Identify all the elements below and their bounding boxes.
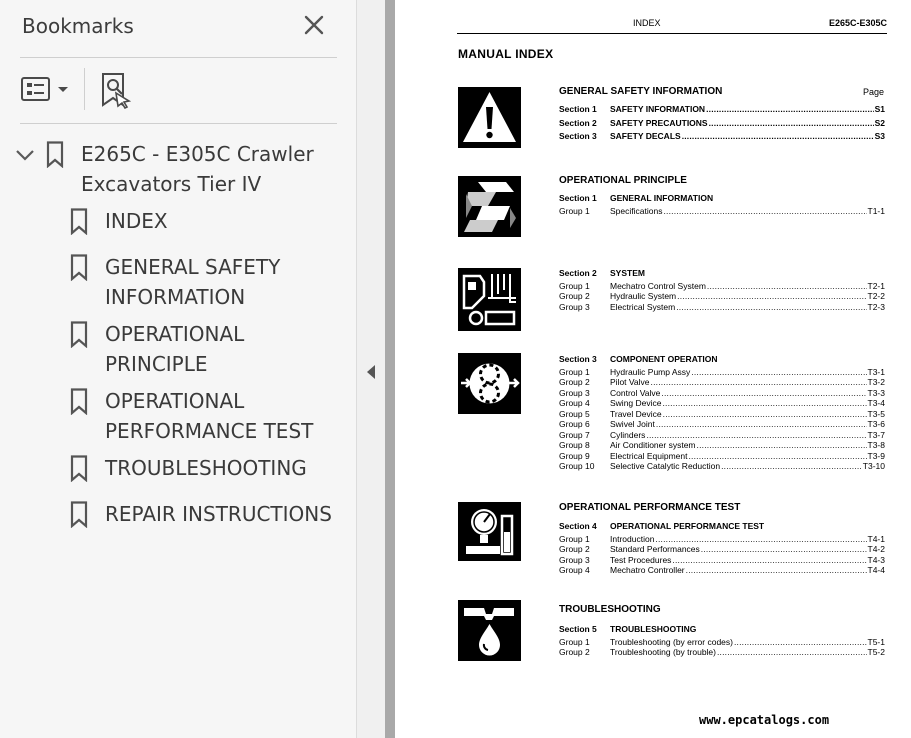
toc-title: Standard Performances bbox=[610, 544, 700, 554]
toc-row[interactable] bbox=[559, 647, 885, 658]
toc-label: Group 1 bbox=[559, 205, 590, 216]
chevron-down-icon bbox=[14, 144, 36, 166]
bookmark-label: E265C - E305C Crawler bbox=[81, 142, 314, 166]
toc-title: SYSTEM bbox=[610, 268, 645, 278]
section-title: OPERATIONAL PERFORMANCE TEST bbox=[559, 502, 741, 513]
toc-title: SAFETY INFORMATION bbox=[610, 104, 706, 114]
toc-label: Group 4 bbox=[559, 565, 590, 575]
toc-title: Troubleshooting (by trouble) bbox=[610, 647, 716, 657]
toc-list bbox=[559, 521, 885, 576]
bookmark-label: INFORMATION bbox=[105, 285, 246, 309]
toc-label: Group 4 bbox=[559, 398, 590, 408]
toc-page: T3-2 bbox=[867, 377, 885, 387]
gear-pump-icon bbox=[458, 353, 521, 414]
toc-title: Specifications bbox=[610, 205, 663, 216]
toc-leader bbox=[721, 461, 862, 472]
collapse-panel-button[interactable] bbox=[364, 362, 378, 382]
toc-title: Mechatro Controller bbox=[610, 565, 685, 575]
bookmark-label: OPERATIONAL bbox=[105, 322, 245, 346]
drop-leak-icon bbox=[458, 600, 521, 661]
toc-page: T2-3 bbox=[867, 301, 885, 312]
bookmark-label: PERFORMANCE TEST bbox=[105, 419, 314, 443]
toc-leader bbox=[701, 544, 867, 555]
toc-label: Section 4 bbox=[559, 521, 597, 531]
toc-title: Hydraulic System bbox=[610, 291, 677, 301]
toc-label: Group 3 bbox=[559, 387, 590, 398]
toc-row[interactable] bbox=[559, 206, 885, 217]
close-panel-button[interactable] bbox=[302, 13, 326, 37]
toc-row[interactable] bbox=[559, 419, 885, 430]
toc-leader bbox=[655, 534, 866, 545]
toc-row[interactable] bbox=[559, 440, 885, 451]
toc-label: Group 2 bbox=[559, 544, 590, 554]
section-title: TROUBLESHOOTING bbox=[559, 604, 661, 615]
toc-row[interactable] bbox=[559, 461, 885, 472]
toc-row[interactable] bbox=[559, 354, 885, 365]
toolbar-separator bbox=[84, 68, 85, 110]
toc-label: Section 5 bbox=[559, 624, 597, 634]
toc-label: Section 3 bbox=[559, 131, 597, 141]
system-circuit-icon bbox=[458, 268, 521, 331]
toc-leader bbox=[717, 647, 867, 658]
bookmark-options-button[interactable] bbox=[20, 74, 72, 106]
toc-page: T2-2 bbox=[867, 291, 885, 301]
toc-row[interactable] bbox=[559, 624, 885, 635]
bookmark-label: GENERAL SAFETY bbox=[105, 255, 281, 279]
toc-title: TROUBLESHOOTING bbox=[610, 624, 697, 634]
toc-label: Section 3 bbox=[559, 354, 597, 364]
toc-leader bbox=[661, 388, 866, 399]
toc-title: SAFETY DECALS bbox=[610, 131, 681, 141]
toc-label: Group 7 bbox=[559, 429, 590, 440]
toc-row[interactable] bbox=[559, 131, 885, 142]
toc-page: T3-5 bbox=[867, 408, 885, 419]
toc-leader bbox=[663, 206, 866, 217]
toc-leader bbox=[691, 367, 866, 378]
page-column-label: Page bbox=[863, 87, 885, 97]
toc-page: T3-10 bbox=[862, 461, 885, 471]
toc-page: S2 bbox=[874, 117, 885, 128]
toc-title: Troubleshooting (by error codes) bbox=[610, 636, 733, 647]
find-bookmark-icon bbox=[98, 71, 134, 109]
bookmark-icon bbox=[70, 388, 88, 415]
toc-row[interactable] bbox=[559, 451, 885, 462]
toc-row[interactable] bbox=[559, 565, 885, 576]
bookmark-label: REPAIR INSTRUCTIONS bbox=[105, 502, 332, 526]
toc-label: Group 10 bbox=[559, 461, 595, 471]
toc-row[interactable] bbox=[559, 367, 885, 378]
toc-page: S3 bbox=[874, 131, 885, 141]
toc-title: GENERAL INFORMATION bbox=[610, 193, 714, 203]
bookmarks-panel bbox=[0, 0, 357, 738]
toc-label: Section 2 bbox=[559, 117, 597, 128]
toc-leader bbox=[697, 440, 867, 451]
toc-label: Group 9 bbox=[559, 450, 590, 461]
bookmark-root[interactable] bbox=[46, 139, 346, 199]
bookmark-icon bbox=[70, 501, 88, 528]
toc-label: Group 2 bbox=[559, 291, 590, 301]
toc-row[interactable] bbox=[559, 534, 885, 545]
toc-page: T3-7 bbox=[867, 429, 885, 440]
toc-label: Section 1 bbox=[559, 104, 597, 114]
bookmark-item-troubleshooting[interactable] bbox=[70, 453, 360, 485]
bookmark-label: INDEX bbox=[105, 209, 168, 233]
toc-list bbox=[559, 354, 885, 472]
toc-label: Section 2 bbox=[559, 268, 597, 278]
bookmark-item-general-safety[interactable] bbox=[70, 252, 360, 314]
toc-row[interactable] bbox=[559, 388, 885, 399]
toc-page: T4-2 bbox=[867, 544, 885, 554]
toc-label: Group 1 bbox=[559, 280, 590, 291]
toc-leader bbox=[656, 419, 867, 430]
toc-page: T4-1 bbox=[867, 533, 885, 544]
toc-page: T5-2 bbox=[867, 647, 885, 657]
toc-page: T3-6 bbox=[867, 419, 885, 429]
toc-title: Swing Device bbox=[610, 398, 662, 408]
toc-row[interactable] bbox=[559, 281, 885, 292]
collapse-bookmark-toggle[interactable] bbox=[14, 144, 36, 166]
toc-title: Travel Device bbox=[610, 408, 662, 419]
close-icon bbox=[302, 13, 326, 37]
bookmark-icon bbox=[46, 141, 64, 168]
toc-row[interactable] bbox=[559, 637, 885, 648]
toc-title: Air Conditioner system bbox=[610, 440, 696, 450]
toc-leader bbox=[688, 451, 866, 462]
toc-label: Group 2 bbox=[559, 647, 590, 657]
toc-label: Group 6 bbox=[559, 419, 590, 429]
bookmark-item-index[interactable] bbox=[70, 206, 360, 238]
document-page bbox=[395, 0, 911, 738]
section-title: OPERATIONAL PRINCIPLE bbox=[559, 175, 687, 186]
section-title: GENERAL SAFETY INFORMATION bbox=[559, 86, 723, 97]
toc-leader bbox=[677, 291, 866, 302]
principle-cube-icon bbox=[458, 176, 521, 237]
bookmark-label: PRINCIPLE bbox=[105, 352, 208, 376]
toc-title: OPERATIONAL PERFORMANCE TEST bbox=[610, 521, 765, 531]
toc-label: Group 1 bbox=[559, 636, 590, 647]
toc-page: T4-4 bbox=[867, 565, 885, 575]
toc-leader bbox=[651, 377, 867, 388]
toc-list bbox=[559, 268, 885, 312]
toc-row[interactable] bbox=[559, 268, 885, 279]
toc-label: Group 8 bbox=[559, 440, 590, 450]
toc-title: Mechatro Control System bbox=[610, 280, 706, 291]
toc-page: S1 bbox=[874, 104, 885, 114]
page-gutter bbox=[385, 0, 395, 738]
toc-label: Group 1 bbox=[559, 366, 590, 377]
toc-title: Introduction bbox=[610, 533, 655, 544]
toc-row[interactable] bbox=[559, 430, 885, 441]
toc-leader bbox=[663, 398, 867, 409]
bookmark-icon bbox=[70, 321, 88, 348]
toc-list bbox=[559, 104, 885, 142]
toc-leader bbox=[709, 118, 874, 129]
bookmark-icon bbox=[70, 455, 88, 482]
toc-leader bbox=[646, 430, 866, 441]
toc-leader bbox=[676, 302, 866, 313]
list-options-icon bbox=[20, 74, 72, 106]
toc-row[interactable] bbox=[559, 291, 885, 302]
toc-label: Group 1 bbox=[559, 533, 590, 544]
toc-row[interactable] bbox=[559, 193, 885, 204]
toc-title: Electrical System bbox=[610, 301, 676, 312]
toc-row[interactable] bbox=[559, 377, 885, 388]
toc-row[interactable] bbox=[559, 521, 885, 532]
divider bbox=[20, 57, 337, 58]
toc-row[interactable] bbox=[559, 104, 885, 115]
header-rule bbox=[457, 33, 887, 34]
toc-leader bbox=[706, 104, 874, 115]
toc-list bbox=[559, 624, 885, 658]
bookmark-label: TROUBLESHOOTING bbox=[105, 456, 307, 480]
toc-page: T3-9 bbox=[867, 450, 885, 461]
bookmark-icon bbox=[70, 254, 88, 281]
toc-row[interactable] bbox=[559, 398, 885, 409]
toc-label: Section 1 bbox=[559, 193, 597, 203]
toc-list bbox=[559, 193, 885, 216]
toc-leader bbox=[707, 281, 867, 292]
toc-page: T3-1 bbox=[867, 366, 885, 377]
toc-row[interactable] bbox=[559, 544, 885, 555]
toc-page: T5-1 bbox=[867, 636, 885, 647]
toc-title: Control Valve bbox=[610, 387, 661, 398]
find-current-bookmark-button[interactable] bbox=[98, 71, 134, 109]
toc-title: Electrical Equipment bbox=[610, 450, 688, 461]
divider bbox=[20, 123, 337, 124]
watermark: www.epcatalogs.com bbox=[699, 713, 830, 727]
bookmark-label: Excavators Tier IV bbox=[81, 172, 262, 196]
panel-title: Bookmarks bbox=[22, 14, 134, 38]
toc-title: COMPONENT OPERATION bbox=[610, 354, 718, 364]
toc-page: T3-3 bbox=[867, 387, 885, 398]
toc-title: Test Procedures bbox=[610, 554, 672, 565]
toc-row[interactable] bbox=[559, 118, 885, 129]
toc-title: Cylinders bbox=[610, 429, 646, 440]
toc-leader bbox=[672, 555, 866, 566]
toc-page: T3-8 bbox=[867, 440, 885, 450]
toc-title: Hydraulic Pump Assy bbox=[610, 366, 691, 377]
header-index: INDEX bbox=[633, 18, 661, 28]
toc-label: Group 5 bbox=[559, 408, 590, 419]
bookmark-item-repair-instructions[interactable] bbox=[70, 499, 360, 531]
toc-label: Group 2 bbox=[559, 377, 590, 387]
warning-icon bbox=[458, 87, 521, 148]
toc-row[interactable] bbox=[559, 302, 885, 313]
bookmark-label: OPERATIONAL bbox=[105, 389, 245, 413]
toc-title: Pilot Valve bbox=[610, 377, 650, 387]
toc-page: T2-1 bbox=[867, 280, 885, 291]
toc-leader bbox=[682, 131, 874, 142]
bookmark-item-operational-performance-test[interactable] bbox=[70, 386, 360, 448]
triangle-left-icon bbox=[364, 362, 378, 382]
toc-leader bbox=[734, 637, 867, 648]
toc-label: Group 3 bbox=[559, 301, 590, 312]
toc-row[interactable] bbox=[559, 409, 885, 420]
toc-page: T4-3 bbox=[867, 554, 885, 565]
bookmark-icon bbox=[70, 208, 88, 235]
toc-page: T3-4 bbox=[867, 398, 885, 408]
toc-leader bbox=[686, 565, 867, 576]
bookmark-item-operational-principle[interactable] bbox=[70, 319, 360, 381]
toc-title: Swivel Joint bbox=[610, 419, 655, 429]
gauge-test-icon bbox=[458, 502, 521, 561]
manual-title: MANUAL INDEX bbox=[458, 47, 554, 61]
toc-leader bbox=[663, 409, 867, 420]
toc-label: Group 3 bbox=[559, 554, 590, 565]
header-model: E265C-E305C bbox=[829, 18, 888, 28]
toc-title: SAFETY PRECAUTIONS bbox=[610, 117, 708, 128]
toc-page: T1-1 bbox=[867, 205, 885, 216]
toc-title: Selective Catalytic Reduction bbox=[610, 461, 721, 471]
toc-row[interactable] bbox=[559, 555, 885, 566]
